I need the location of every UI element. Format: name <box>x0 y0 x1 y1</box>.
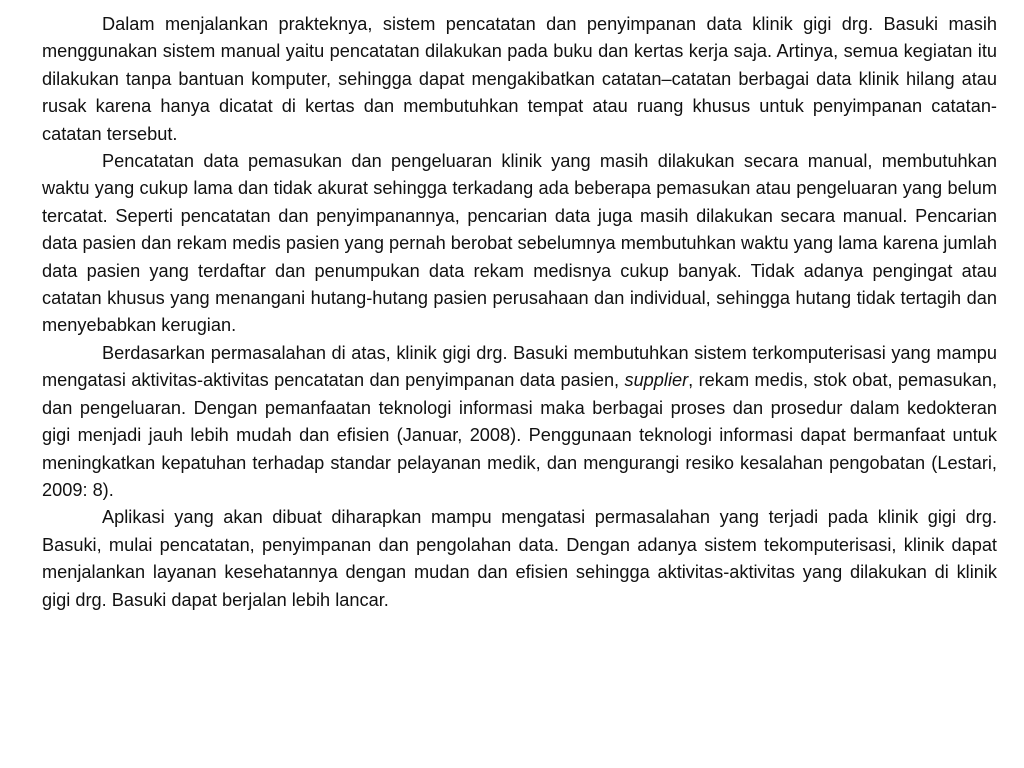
paragraph-2: Pencatatan data pemasukan dan pengeluaran klinik yang masih dilakukan secara manual, membutuhkan waktu yang cukup lama dan tidak akurat sehingga terkadang ada beberapa pemasukan atau pengeluaran yang belum tercatat. Seperti pencatatan dan penyimpanannya, pencarian data juga masih dilakukan secara manual. Pencarian data pasien dan rekam medis pasien yang pernah berobat sebelumnya membutuhkan waktu yang lama karena jumlah data pasien yang terdaftar dan penumpukan data rekam medisnya cukup banyak. Tidak adanya pengingat atau catatan khusus yang menangani hutang-hutang pasien perusahaan dan individual, sehingga hutang tidak tertagih dan menyebabkan kerugian. <box>42 151 997 336</box>
paragraph-3 <box>42 340 997 504</box>
paragraph-4: Aplikasi yang akan dibuat diharapkan mampu mengatasi permasalahan yang terjadi pada klinik gigi drg. Basuki, mulai pencatatan, penyimpanan dan pengolahan data. Dengan adanya sistem tekomputerisasi, klinik dapat menjalankan layanan kesehatannya dengan mudan dan efisien sehingga aktivitas-aktivitas yang dilakukan di klinik gigi drg. Basuki dapat berjalan lebih lancar. <box>42 507 997 610</box>
paragraph-3-text-before: Berdasarkan permasalahan di atas, klinik gigi drg. Basuki membutuhkan sistem terkomputerisasi yang mampu mengatasi aktivitas-aktivitas pencatatan dan penyimpanan data pasien, <box>42 342 997 391</box>
paragraph-3-text-after: , rekam medis, stok obat, pemasukan, dan pengeluaran. Dengan pemanfaatan teknologi informasi maka berbagai proses dan prosedur dalam kedokteran gigi menjadi jauh lebih mudah dan efisien (Januar, 2008). Penggunaan teknologi informasi dapat bermanfaat untuk meningkatkan kepatuhan terhadap standar pelayanan medik, dan mengurangi resiko kesalahan pengobatan (Lestari, 2009: 8). <box>42 370 997 500</box>
paragraph-1: Dalam menjalankan prakteknya, sistem pencatatan dan penyimpanan data klinik gigi drg. Basuki masih menggunakan sistem manual yaitu pencatatan dilakukan pada buku dan kertas kerja saja. Artinya, semua kegiatan itu dilakukan tanpa bantuan komputer, sehingga dapat mengakibatkan catatan–catatan berbagai data klinik hilang atau rusak karena hanya dicatat di kertas dan membutuhkan tempat atau ruang khusus untuk penyimpanan catatan-catatan tersebut. <box>42 14 997 144</box>
supplier-italic-term: supplier <box>624 370 689 391</box>
